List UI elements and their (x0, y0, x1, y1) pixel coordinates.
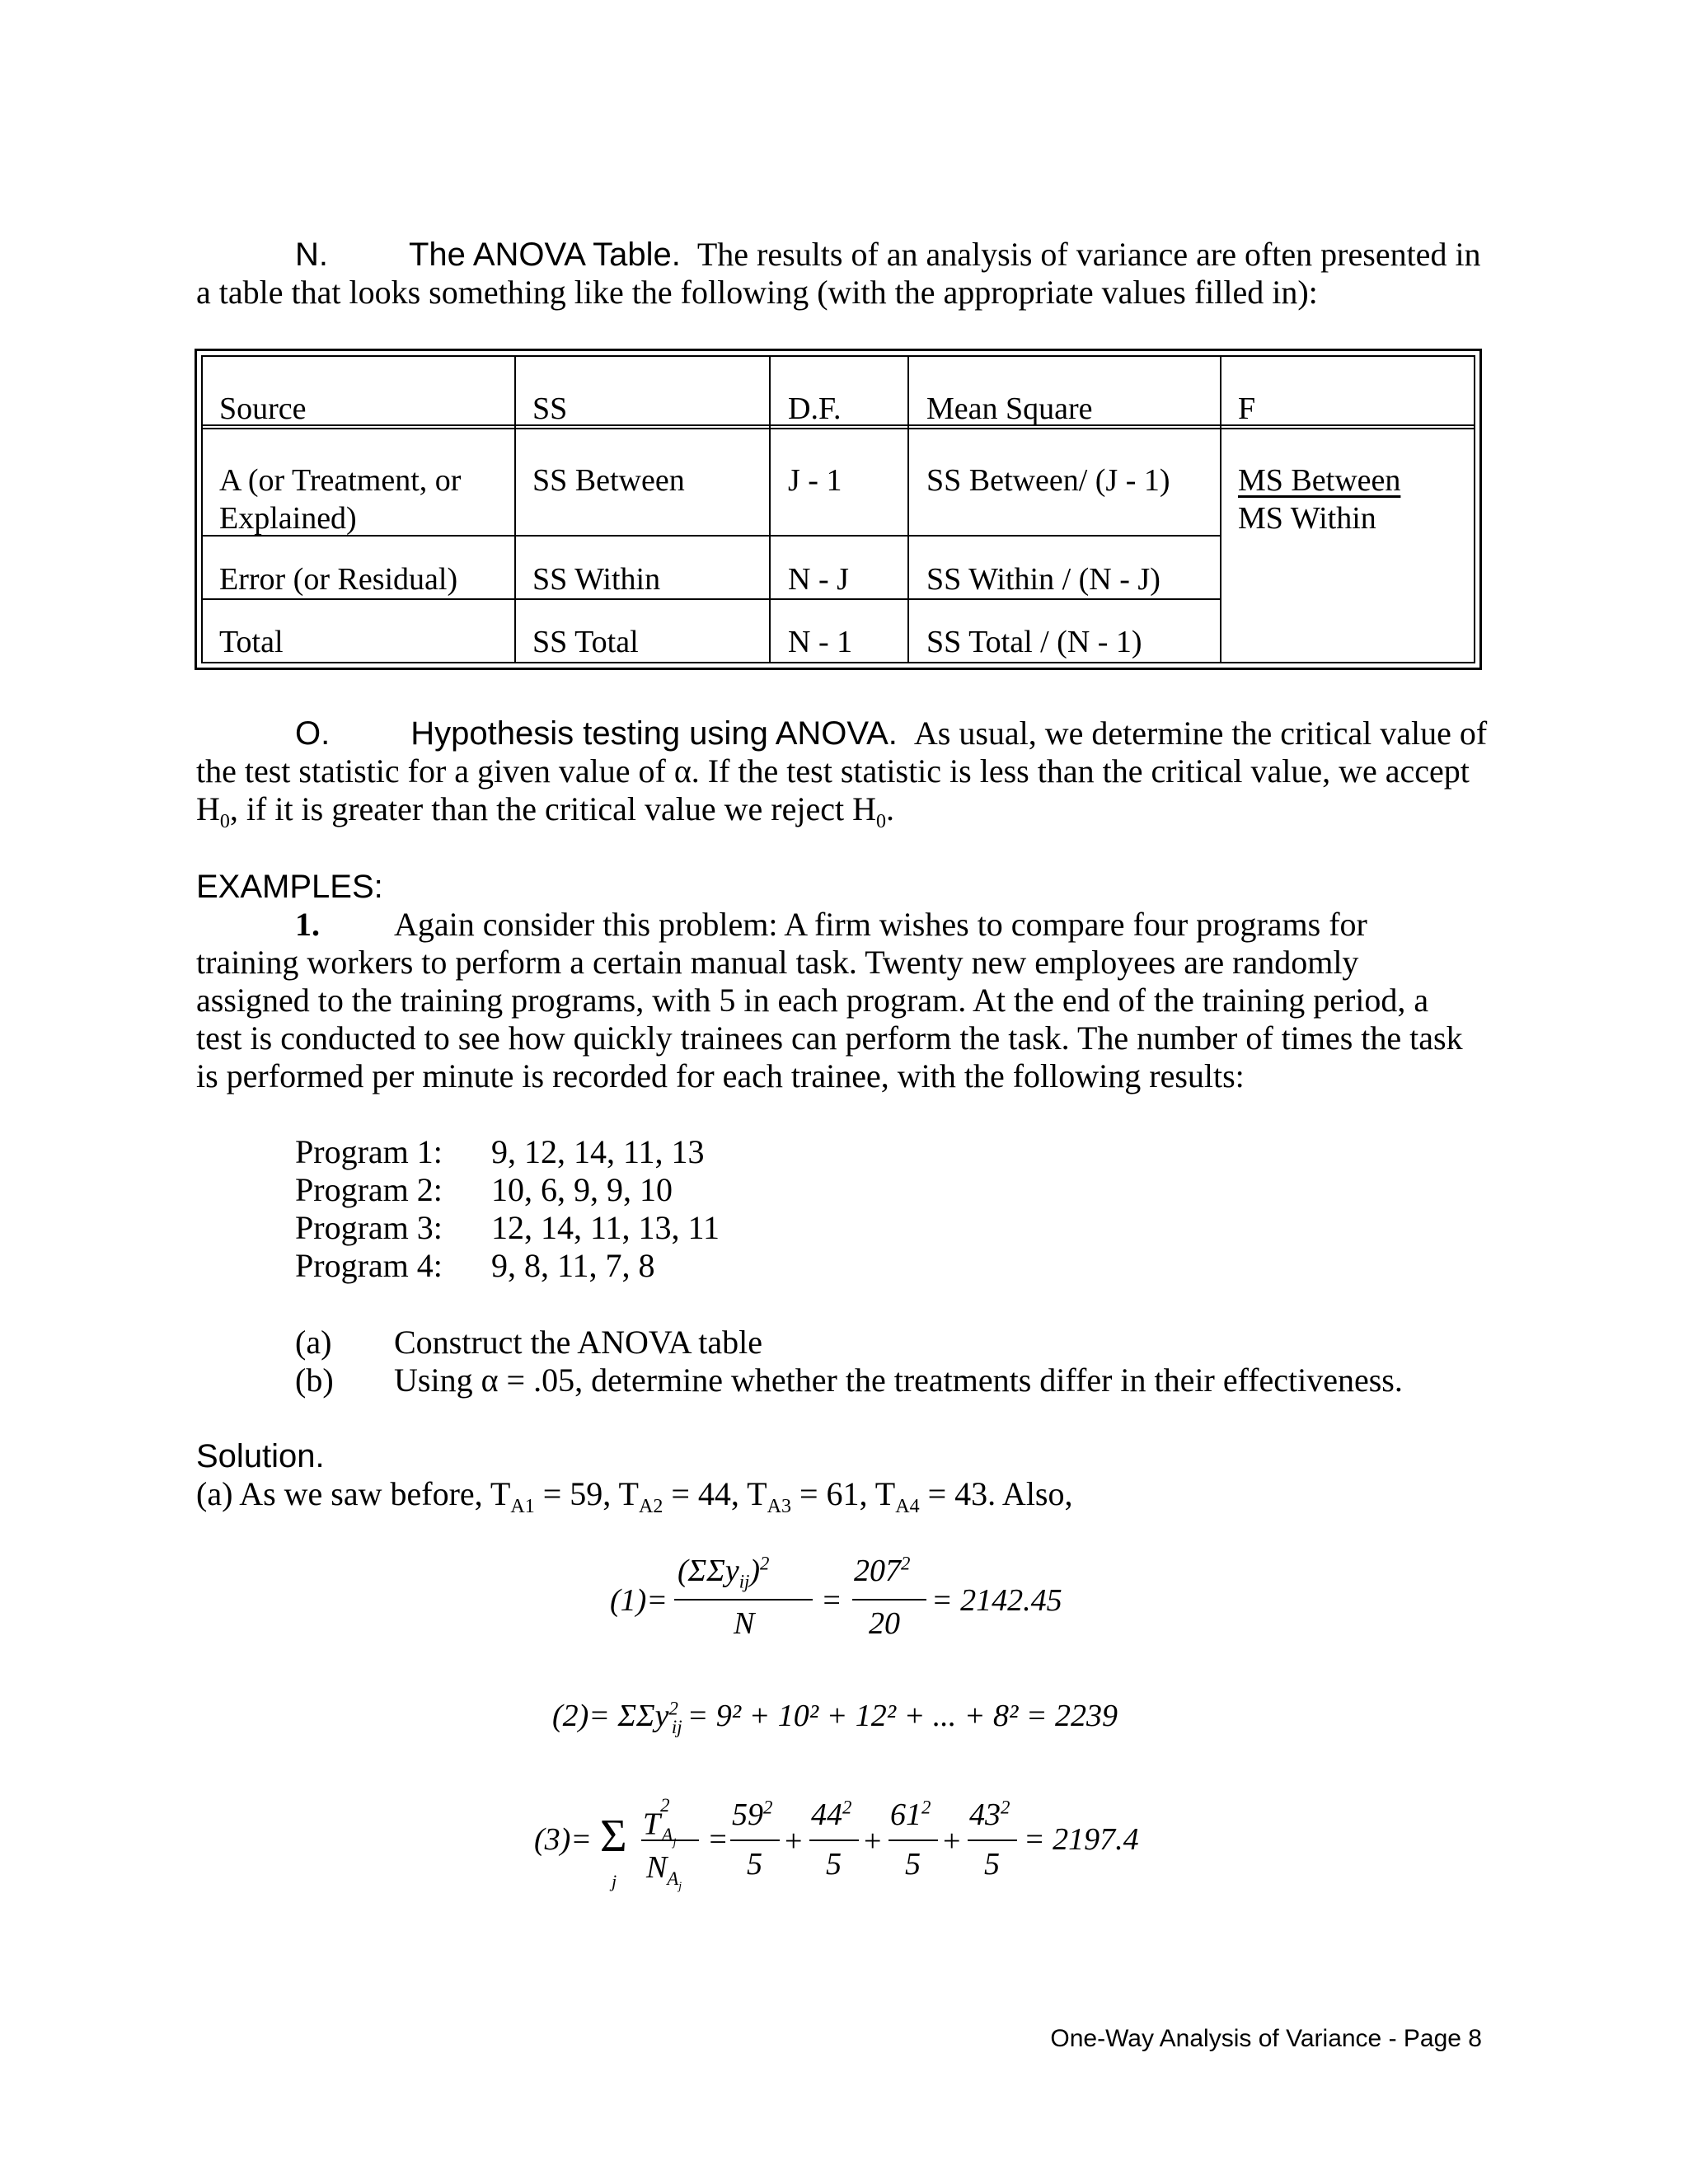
table-hline (203, 598, 1220, 600)
eq1-lhs: (1)= (610, 1583, 668, 1618)
eq3-term-num-text: 43 (969, 1797, 1001, 1832)
eq3-equals: = (707, 1822, 729, 1857)
header-ss: SS (532, 391, 568, 426)
row-error-ss: SS Within (532, 562, 661, 597)
section-o-line1 (295, 715, 1487, 752)
eq3-result: = 2197.4 (1024, 1822, 1139, 1857)
task-text: Construct the ANOVA table (394, 1324, 763, 1361)
sigma-icon: Σ (600, 1811, 627, 1862)
section-o-line3-end: . (885, 790, 894, 827)
row-total-source: Total (219, 625, 284, 659)
eq3-term-num-text: 59 (732, 1797, 763, 1832)
task-label: (b) (295, 1361, 334, 1399)
program-values: 9, 12, 14, 11, 13 (491, 1133, 705, 1170)
eq3-den-text: N (646, 1850, 668, 1885)
eq1-num2-sup: 2 (901, 1553, 911, 1574)
plus-sign: + (785, 1824, 803, 1858)
h0-letter: H (196, 790, 220, 827)
section-n-line2: a table that looks something like the following (with the appropriate values filled in): (196, 274, 1318, 311)
row-error-df: N - J (788, 562, 849, 597)
task-label: (a) (295, 1324, 332, 1361)
eq1-denominator: N (734, 1606, 755, 1641)
eq1-num2-text: 207 (854, 1554, 901, 1588)
eq2-rest: = 9² + 10² + 12² + ... + 8² = 2239 (687, 1699, 1118, 1733)
row-error-ms: SS Within / (N - J) (926, 562, 1160, 597)
eq3-term-den: 5 (747, 1847, 762, 1882)
t-sub: A2 (638, 1496, 663, 1517)
example-line: Again consider this problem: A firm wishes to compare four programs for (394, 906, 1367, 943)
eq3-den-subsub: j (678, 1879, 682, 1892)
section-o-label: O. (295, 715, 331, 752)
task-text: Using α = .05, determine whether the treatments differ in their effectiveness. (394, 1361, 1403, 1399)
fraction-bar (889, 1840, 938, 1841)
eq3-num-subsub: j (673, 1835, 677, 1849)
section-o-line2: the test statistic for a given value of α. If the test statistic is less than the critical value, we accept (196, 752, 1470, 790)
fraction-bar (641, 1840, 699, 1841)
solution-text: = 61, T (790, 1475, 896, 1512)
eq3-sigma-sub: j (612, 1871, 617, 1891)
row-a-df: J - 1 (788, 463, 842, 498)
program-values: 9, 8, 11, 7, 8 (491, 1247, 655, 1284)
section-o-heading: Hypothesis testing using ANOVA. (410, 715, 898, 752)
eq3-term-sup: 2 (763, 1797, 773, 1818)
eq3-term-num-text: 61 (890, 1797, 921, 1832)
example-line: is performed per minute is recorded for each trainee, with the following results: (196, 1057, 1245, 1094)
table-vline (514, 357, 516, 662)
fraction-bar (852, 1599, 926, 1601)
table-vline (769, 357, 771, 662)
section-o-line3 (196, 790, 894, 841)
h0-sub: 0 (219, 811, 230, 832)
eq2-text: (2)= ΣΣy (552, 1699, 669, 1733)
section-n-line1 (295, 236, 1481, 274)
f-denominator: MS Within (1238, 501, 1376, 536)
table-vline (1220, 357, 1221, 662)
eq1-num-text: (ΣΣy (678, 1554, 739, 1588)
eq1-num-sub: ij (738, 1571, 750, 1592)
row-a-source-1: A (or Treatment, or (219, 463, 462, 498)
eq3-num-sub (661, 1824, 677, 1849)
eq1-result: = 2142.45 (931, 1583, 1062, 1618)
eq3-term-sup: 2 (842, 1797, 852, 1818)
row-a-ms: SS Between/ (J - 1) (926, 463, 1170, 498)
fraction-bar (968, 1840, 1017, 1841)
eq3-denominator (646, 1849, 682, 1892)
program-label: Program 2: (295, 1171, 443, 1208)
program-label: Program 3: (295, 1209, 443, 1246)
example-number: 1. (295, 906, 320, 943)
row-error-source: Error (or Residual) (219, 562, 458, 597)
solution-line (196, 1475, 1073, 1526)
section-n-text: The results of an analysis of variance are often presented in (696, 236, 1481, 273)
program-label: Program 1: (295, 1133, 443, 1170)
row-total-df: N - 1 (788, 625, 853, 659)
eq1-numerator (678, 1553, 769, 1593)
eq3-term-den: 5 (905, 1847, 921, 1882)
eq3-term-sup: 2 (1001, 1797, 1010, 1818)
equation-2 (552, 1698, 1118, 1738)
eq3-den-sub (667, 1868, 682, 1892)
t-sub: A1 (510, 1496, 535, 1517)
page-footer: One-Way Analysis of Variance - Page 8 (1050, 2025, 1482, 2052)
eq3-term-num (732, 1797, 772, 1833)
solution-heading: Solution. (196, 1438, 325, 1474)
table-hline (203, 428, 1474, 429)
t-sub: A3 (767, 1496, 791, 1517)
anova-table (195, 349, 1482, 670)
program-values: 10, 6, 9, 9, 10 (491, 1171, 673, 1208)
row-a-source-2: Explained) (219, 501, 357, 536)
section-o-line3-text: , if it is greater than the critical value we reject H (229, 790, 876, 827)
examples-heading: EXAMPLES: (196, 869, 383, 905)
f-numerator: MS Between (1238, 463, 1401, 498)
eq2-sup: 2 (668, 1698, 678, 1719)
header-df: D.F. (788, 391, 842, 426)
eq3-num-sub-text: A (661, 1824, 673, 1845)
fraction-bar (674, 1599, 813, 1601)
table-vline (907, 357, 909, 662)
section-n-heading: The ANOVA Table. (409, 237, 681, 273)
eq3-term-num (969, 1797, 1010, 1833)
program-values: 12, 14, 11, 13, 11 (491, 1209, 720, 1246)
section-o-text: As usual, we determine the critical value of (913, 715, 1488, 752)
example-line: training workers to perform a certain manual task. Twenty new employees are randomly (196, 944, 1359, 981)
solution-text: = 59, T (534, 1475, 639, 1512)
eq3-num-text: T (643, 1807, 661, 1842)
row-total-ss: SS Total (532, 625, 639, 659)
eq1-num2 (854, 1553, 910, 1589)
solution-text: = 43. Also, (919, 1475, 1073, 1512)
eq3-den-sub-text: A (667, 1868, 679, 1889)
eq3-term-num-text: 44 (811, 1797, 842, 1832)
eq3-term-num (890, 1797, 931, 1833)
eq1-num-close: ) (749, 1554, 761, 1588)
eq3-term-sup: 2 (921, 1797, 931, 1818)
plus-sign: + (864, 1824, 882, 1858)
t-sub: A4 (895, 1496, 920, 1517)
eq3-num-sup: 2 (660, 1795, 670, 1816)
header-mean-square: Mean Square (926, 391, 1093, 426)
program-label: Program 4: (295, 1247, 443, 1284)
eq3-term-den: 5 (984, 1847, 1000, 1882)
example-line: assigned to the training programs, with 5 in each program. At the end of the training period, a (196, 982, 1429, 1019)
eq1-equals: = (821, 1583, 842, 1618)
anova-table-inner (201, 355, 1475, 663)
h0-sub: 0 (875, 811, 886, 832)
eq2-sub: ij (671, 1716, 682, 1737)
fraction-bar (809, 1840, 859, 1841)
eq3-term-num (811, 1797, 851, 1833)
eq3-lhs: (3)= (534, 1822, 592, 1857)
plus-sign: + (943, 1824, 961, 1858)
solution-text: (a) As we saw before, T (196, 1475, 511, 1512)
eq1-num-sup: 2 (760, 1553, 770, 1574)
section-n-label: N. (295, 237, 328, 273)
eq3-term-den: 5 (826, 1847, 842, 1882)
solution-text: = 44, T (663, 1475, 767, 1512)
example-line: test is conducted to see how quickly trainees can perform the task. The number of times the task (196, 1019, 1463, 1057)
header-source: Source (219, 391, 307, 426)
row-a-ss: SS Between (532, 463, 685, 498)
fraction-bar (730, 1840, 780, 1841)
eq1-den2: 20 (869, 1606, 900, 1641)
row-total-ms: SS Total / (N - 1) (926, 625, 1142, 659)
header-f: F (1238, 391, 1256, 426)
